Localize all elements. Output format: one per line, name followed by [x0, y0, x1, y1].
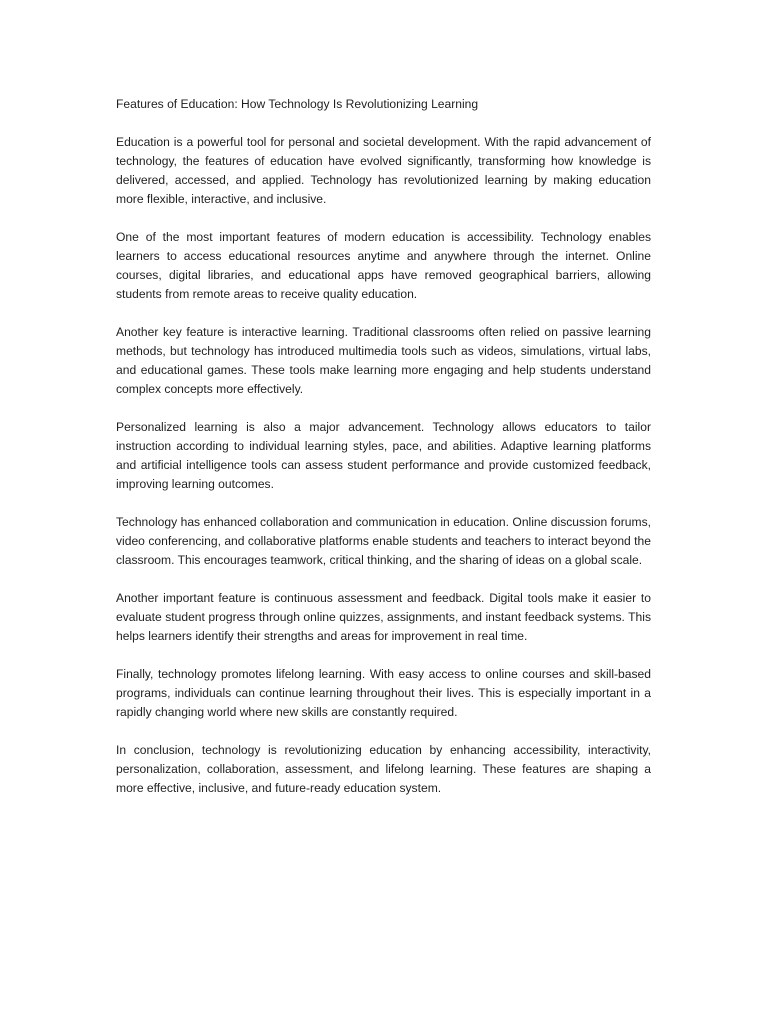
paragraph-interactive-learning: Another key feature is interactive learning. Traditional classrooms often relied on passive learning methods, but technology has introduced multimedia tools such as videos, simulations, virtual labs, and educational games. These tools make learning more engaging and help students understand complex concepts more effectively.: [116, 325, 651, 396]
document-body: [116, 95, 651, 817]
paragraph-lifelong-learning: Finally, technology promotes lifelong learning. With easy access to online courses and skill-based programs, individuals can continue learning throughout their lives. This is especially important in a rapidly changing world where new skills are constantly required.: [116, 667, 651, 719]
document-title: Features of Education: How Technology Is Revolutionizing Learning: [116, 97, 479, 111]
paragraph-introduction: Education is a powerful tool for personal and societal development. With the rapid advancement of technology, the features of education have evolved significantly, transforming how knowledge is delivered, accessed, and applied. Technology has revolutionized learning by making education more flexible, interactive, and inclusive.: [116, 135, 651, 206]
paragraph-conclusion: In conclusion, technology is revolutionizing education by enhancing accessibility, interactivity, personalization, collaboration, assessment, and lifelong learning. These features are shaping a more effective, inclusive, and future-ready education system.: [116, 743, 651, 795]
paragraph-accessibility: One of the most important features of modern education is accessibility. Technology enables learners to access educational resources anytime and anywhere through the internet. Online courses, digital libraries, and educational apps have removed geographical barriers, allowing students from remote areas to receive quality education.: [116, 230, 651, 301]
paragraph-collaboration: Technology has enhanced collaboration and communication in education. Online discussion forums, video conferencing, and collaborative platforms enable students and teachers to interact beyond the classroom. This encourages teamwork, critical thinking, and the sharing of ideas on a global scale.: [116, 515, 651, 567]
paragraph-assessment: Another important feature is continuous assessment and feedback. Digital tools make it easier to evaluate student progress through online quizzes, assignments, and instant feedback systems. This helps learners identify their strengths and areas for improvement in real time.: [116, 591, 651, 643]
paragraph-personalized-learning: Personalized learning is also a major advancement. Technology allows educators to tailor instruction according to individual learning styles, pace, and abilities. Adaptive learning platforms and artificial intelligence tools can assess student performance and provide customized feedback, improving learning outcomes.: [116, 420, 651, 491]
